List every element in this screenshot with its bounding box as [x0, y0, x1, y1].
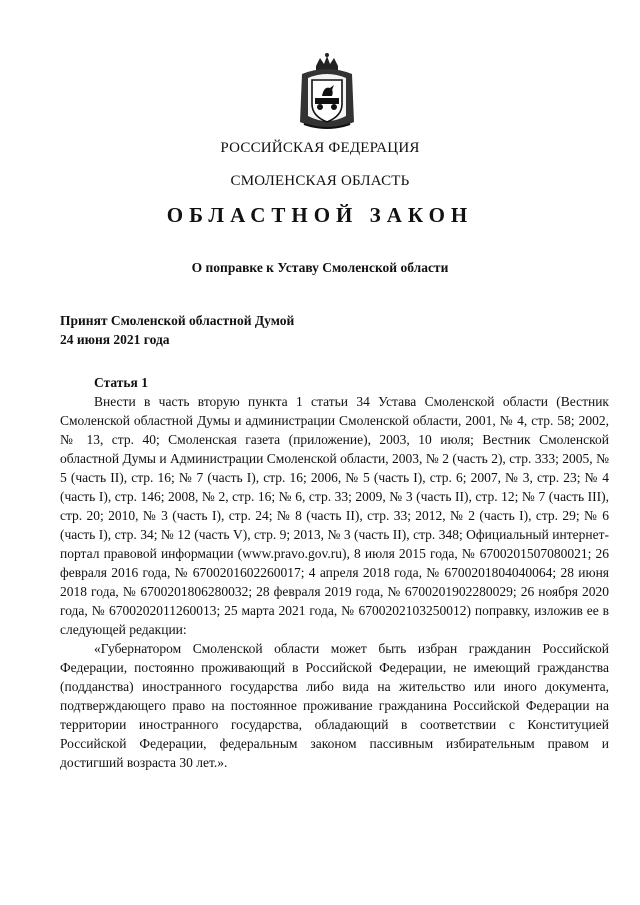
adoption-date: 24 июня 2021 года: [60, 332, 170, 347]
article-quote: «Губернатором Смоленской области может быть избран гражданин Российской Федерации, постоянно проживающий в Российской Федерации, не имеющий гражданства (подданства) иностранного государства либо вида на жительство или иного документа, подтверждающего право на постоянное проживание гражданина Российской Федерации на территории иностранного государства, обладающий в соответствии с Конституцией Российской Федерации, федеральным законом пассивным избирательным правом и достигший возраста 30 лет.».: [60, 641, 609, 770]
adoption-block: [60, 311, 294, 349]
document-type-heading: ОБЛАСТНОЙ ЗАКОН: [166, 203, 474, 227]
adoption-line: Принят Смоленской областной Думой: [60, 313, 295, 328]
article-heading: Статья 1: [94, 375, 148, 390]
article-1: [60, 373, 609, 772]
coat-of-arms-icon: [294, 52, 360, 134]
article-body: Внести в часть вторую пункта 1 статьи 34 Устава Смоленской области (Вестник Смоленской областной Думы и администрации Смоленской области, 2001, № 4, стр. 58; 2002, № 13, стр. 40; Смоленская газета (приложение), 2003, 10 июля; Вестник Смоленской областной Думы и Администрации Смоленской области, 2003, № 2 (часть 2), стр. 333; 2005, № 5 (часть II), стр. 16; № 7 (часть I), стр. 16; 2006, № 5 (часть I), стр. 6; 2007, № 3, стр. 23; № 4 (часть I), стр. 146; 2008, № 2, стр. 16; № 6, стр. 33; 2009, № 3 (часть II), стр. 12; № 7 (часть III), стр. 20; 2010, № 3 (часть I), стр. 24; № 8 (часть II), стр. 33; 2012, № 2 (часть I), стр. 29; № 6 (часть I), стр. 34; № 12 (часть V), стр. 9; 2013, № 3 (часть II), стр. 348; Официальный интернет-портал правовой информации (www.pravo.gov.ru), 8 июля 2015 года, № 6700201507080021; 26 февраля 2016 года, № 6700201602260017; 4 апреля 2018 года, № 6700201804040064; 28 июня 2018 года, № 6700201806280032; 28 февраля 2019 года, № 6700201902280029; 26 ноября 2020 года, № 6700202011260013; 25 марта 2021 года, № 6700202103250012) поправку, изложив ее в следующей редакции:: [60, 394, 609, 637]
law-title: О поправке к Уставу Смоленской области: [191, 260, 449, 275]
country-heading: РОССИЙСКАЯ ФЕДЕРАЦИЯ: [220, 140, 420, 156]
region-heading: СМОЛЕНСКАЯ ОБЛАСТЬ: [230, 173, 410, 189]
